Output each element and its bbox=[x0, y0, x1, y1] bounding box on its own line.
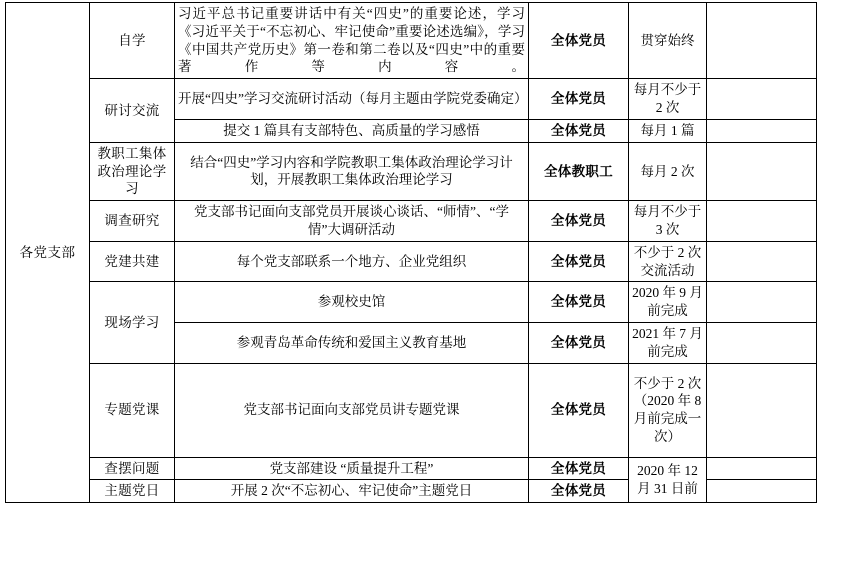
remark-cell bbox=[707, 3, 817, 79]
participants-cell: 全体党员 bbox=[529, 201, 629, 242]
table-row bbox=[6, 457, 817, 480]
activity-content-cell: 开展“四史”学习交流研讨活动（每月主题由学院党委确定） bbox=[175, 79, 529, 120]
remark-cell bbox=[707, 480, 817, 503]
frequency-cell: 不少于 2 次交流活动 bbox=[629, 241, 707, 282]
participants-cell: 全体党员 bbox=[529, 241, 629, 282]
remark-cell bbox=[707, 363, 817, 457]
activity-type-cell: 专题党课 bbox=[90, 363, 175, 457]
participants-cell: 全体党员 bbox=[529, 363, 629, 457]
remark-cell bbox=[707, 323, 817, 364]
activity-type-cell: 党建共建 bbox=[90, 241, 175, 282]
activity-content-cell: 党支部书记面向支部党员开展谈心谈话、“师情”、“学情”大调研活动 bbox=[175, 201, 529, 242]
remark-cell bbox=[707, 457, 817, 480]
frequency-cell: 每月 1 篇 bbox=[629, 119, 707, 142]
participants-cell: 全体党员 bbox=[529, 457, 629, 480]
activity-type-cell: 查摆问题 bbox=[90, 457, 175, 480]
activity-type-cell: 研讨交流 bbox=[90, 79, 175, 142]
remark-cell bbox=[707, 282, 817, 323]
activity-content-cell: 每个党支部联系一个地方、企业党组织 bbox=[175, 241, 529, 282]
remark-cell bbox=[707, 119, 817, 142]
activity-content-cell: 参观校史馆 bbox=[175, 282, 529, 323]
frequency-cell: 2021 年 7 月前完成 bbox=[629, 323, 707, 364]
activity-content-cell: 提交 1 篇具有支部特色、高质量的学习感悟 bbox=[175, 119, 529, 142]
document-page bbox=[0, 2, 851, 577]
study-plan-table bbox=[5, 2, 817, 503]
activity-type-cell: 主题党日 bbox=[90, 480, 175, 503]
frequency-cell: 2020 年 12 月 31 日前 bbox=[629, 457, 707, 503]
frequency-cell: 2020 年 9 月前完成 bbox=[629, 282, 707, 323]
frequency-cell: 不少于 2 次（2020 年 8 月前完成一次） bbox=[629, 363, 707, 457]
activity-type-cell: 调查研究 bbox=[90, 201, 175, 242]
frequency-cell: 每月 2 次 bbox=[629, 142, 707, 200]
table-row bbox=[6, 363, 817, 457]
remark-cell bbox=[707, 142, 817, 200]
frequency-cell: 贯穿始终 bbox=[629, 3, 707, 79]
activity-content-cell: 党支部建设 “质量提升工程” bbox=[175, 457, 529, 480]
participants-cell: 全体党员 bbox=[529, 323, 629, 364]
participants-cell: 全体党员 bbox=[529, 79, 629, 120]
activity-type-cell: 自学 bbox=[90, 3, 175, 79]
table-row bbox=[6, 142, 817, 200]
activity-content-cell: 结合“四史”学习内容和学院教职工集体政治理论学习计划，开展教职工集体政治理论学习 bbox=[175, 142, 529, 200]
participants-cell: 全体教职工 bbox=[529, 142, 629, 200]
table-row bbox=[6, 79, 817, 120]
participants-cell: 全体党员 bbox=[529, 119, 629, 142]
frequency-cell: 每月不少于 2 次 bbox=[629, 79, 707, 120]
table-row bbox=[6, 201, 817, 242]
participants-cell: 全体党员 bbox=[529, 3, 629, 79]
activity-content-cell: 习近平总书记重要讲话中有关“四史”的重要论述，学习《习近平关于“不忘初心、牢记使命”重要论述选编》，学习《中国共产党历史》第一卷和第二卷以及“四史”中的重要著作等内容。 bbox=[175, 3, 529, 79]
organization-cell: 各党支部 bbox=[6, 3, 90, 503]
table-row bbox=[6, 3, 817, 79]
participants-cell: 全体党员 bbox=[529, 480, 629, 503]
remark-cell bbox=[707, 79, 817, 120]
remark-cell bbox=[707, 201, 817, 242]
activity-content-cell: 开展 2 次“不忘初心、牢记使命”主题党日 bbox=[175, 480, 529, 503]
remark-cell bbox=[707, 241, 817, 282]
activity-content-cell: 参观青岛革命传统和爱国主义教育基地 bbox=[175, 323, 529, 364]
frequency-cell: 每月不少于 3 次 bbox=[629, 201, 707, 242]
participants-cell: 全体党员 bbox=[529, 282, 629, 323]
table-row bbox=[6, 241, 817, 282]
activity-type-cell: 教职工集体政治理论学习 bbox=[90, 142, 175, 200]
table-row bbox=[6, 282, 817, 323]
activity-content-cell: 党支部书记面向支部党员讲专题党课 bbox=[175, 363, 529, 457]
activity-type-cell: 现场学习 bbox=[90, 282, 175, 363]
